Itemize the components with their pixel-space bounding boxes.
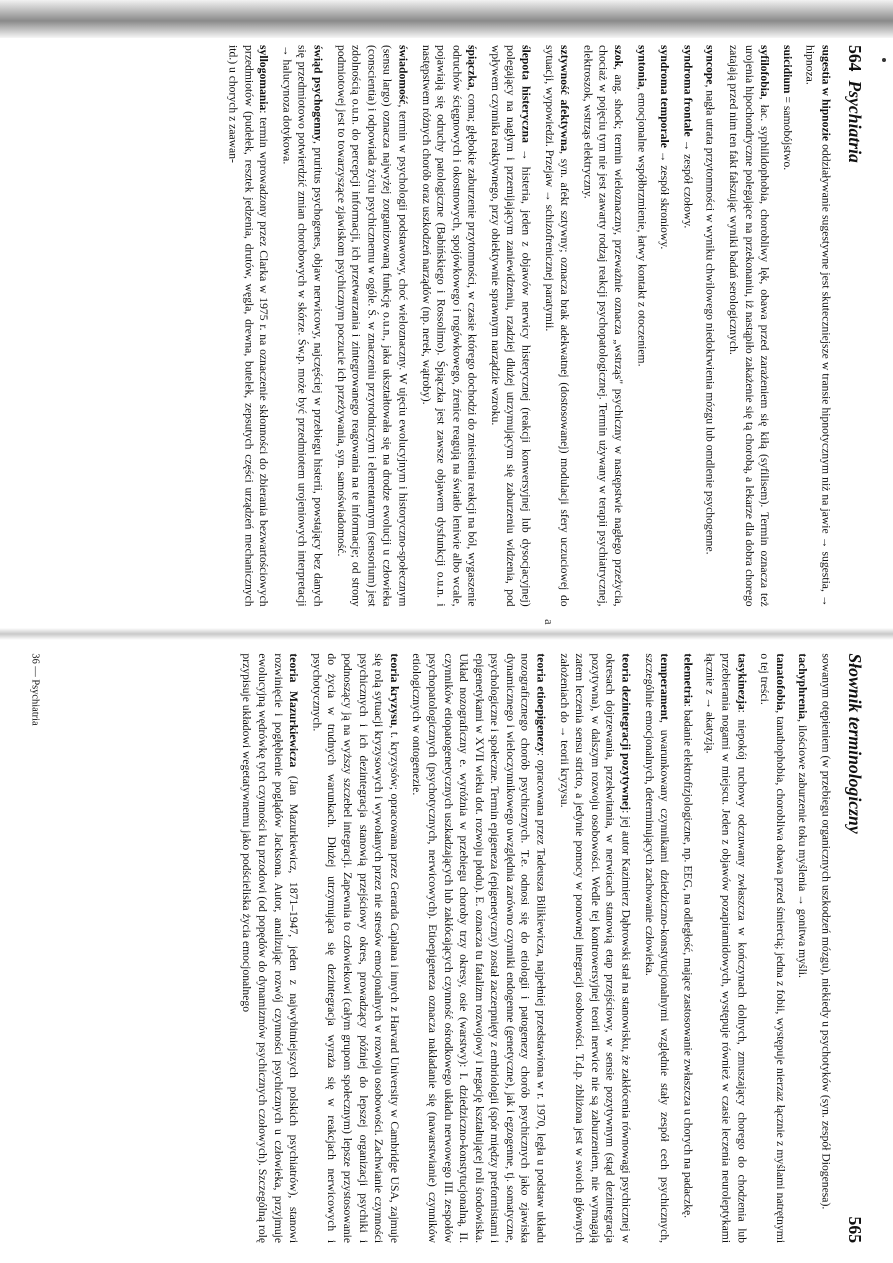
entry-term: świadomość [396, 45, 409, 105]
scan-artifact [882, 58, 886, 62]
entry-term: temperament [657, 653, 671, 720]
entry-term: teoria kryzysu [387, 653, 401, 726]
entry-definition: → histeria, jeden z objawów nerwicy histerycznej (reakcji konwersyjnej lub dysocjacyjnej) polegający na nagłym i przemijającym zaniewidzeniu, rzadziej dłużej utrzymującym się zaburzeniu widzenia, pod wpływem czynnika reaktywnego, przy obiektywnie sprawnym narządzie wzroku. [488, 45, 533, 607]
entry-definition: , termin w psychologii podstawowy, choć wieloznaczny. W ujęciu ewolucyjnym i historyczno-społecznym (sensu largo) oznacza najwyżej zorganizowaną funkcję o.u.n., jaka ukształtowała się na drodze ewolucji u człowieka (conscientia) i odpowiada życiu psychicznemu w ogóle. Ś. w znaczeniu przyrodniczym i elementarnym (sensorium) jest zdolnością o.u.n. do percepcji informacji, ich przetwarzania i zintegrowanego reagowania na te informacje; od strony podmiotowej jest to towarzyszące zjawiskom psychicznym poczucie ich przeżywania, syn. samoświadomość. [334, 45, 409, 607]
entry-term: szok [612, 45, 625, 67]
entries-left [224, 45, 833, 607]
dictionary-entry [487, 45, 534, 607]
entry-definition: : jej autor Kazimierz Dąbrowski stał na stanowisku, że zakłócenia równowagi psychicznej w okresach dojrzewania, przekwitania, w nerwicach stanowią etap przejściowy, w sensie pozytywnym (stąd dezintegracja pozytywna), w dalszym rozwoju osobowości. Wedle tej kontrowersyjnej teorii nerwice nie są zaburzeniem, nie wymagają zatem leczenia sensu stricto, a jedynie pomocy w ponownej integracji osobowości. T.d.p. zbliżona jest w swoich głównych założeniach do → teorii kryzysu. [557, 653, 633, 1244]
entry-definition: → zespół czołowy. [680, 136, 694, 229]
dictionary-entry [308, 653, 401, 1243]
entry-term: ślepota histeryczna [519, 45, 533, 143]
entry-term: tachyphrenia [796, 653, 810, 720]
dictionary-entry [417, 45, 479, 607]
entry-definition: → zespół skroniowy. [657, 147, 671, 250]
dictionary-entry [818, 653, 834, 1243]
entry-definition: oddziaływanie sugestywne jest skuteczniejsze w transie hipnotycznym niż na jawie → sugestia, → hipnoza. [803, 45, 833, 607]
entry-term: syntonia [635, 45, 648, 88]
entry-term: syfilofobia [757, 45, 771, 97]
dictionary-entry [556, 653, 634, 1243]
dictionary-entry [779, 45, 795, 607]
dictionary-entry [656, 45, 672, 607]
entry-definition: : termin wprowadzony przez Clarka w 1975 r. na oznaczenie skłonności do zbierania bezwartościowych przedmiotów (pudełek, resztek jedzenia, drutów, węgla, drewna, butelek, zepsutych części urządzeń mechanicznych itd.) u chorych z zaawan- [226, 45, 270, 607]
dictionary-entry [802, 45, 833, 607]
page-footer: 36 — Psychiatria [29, 653, 42, 726]
entry-definition: : badanie elektrofizjologiczne, np. EEG, na odległość, mające zastosowanie zwłaszcza u chorych na padaczkę. [680, 703, 694, 1219]
entry-definition: , ilościowe zaburzenie toku myślenia → gonitwa myśli. [796, 719, 810, 978]
dictionary-entry [224, 45, 271, 607]
entry-definition: , tanathophobia, chorobliwa obawa przed śmiercią; jedna z fobii, występuje nierzaz łącznie z myślami natrętnymi o tej treści. [757, 653, 787, 1244]
entry-term: sztywność afektywna [558, 45, 571, 152]
entry-term: sugestia w hipnozie [819, 45, 833, 142]
entry-definition: , syn. afekt sztywny; oznacza brak adekwatnej (dostosowanej) modulacji sfery uczuciowej do sytuacji, wypowiedzi. Przejaw → schizofrenicznej paratymii. [542, 45, 571, 607]
entry-term: syncope [703, 45, 717, 85]
entry-definition: : opracowana przez Tadeusza Bilikiewicza, najpełniej przedstawiona w r. 1970, legła u podstaw układu nozograficznego chorób psychicznych. T.e. odnosi się do etiologii i patogenezy chorób psychicznych jako zjawiska dynamicznego i wieloczynnikowego uwzględnia zarówno czynniki endogenne (genetyczne), jak i egzogenne, tj. somatyczne, psychologiczne i społeczne. Termin epigeneza (epigenetyczny) został zaczerpnięty z embriologii (spór między preformistami i epigenetykami w XVII wieku dot. rozwoju płodu). E. oznacza tu fatalizm rozwojowy i negację kształtującej roli środowiska. Układ nozograficzny e. wyróżnia w przebiegu choroby trzy okresy, osie (warstwy): I. dziedziczno-konstytucjonalną, II. czynników etiopatogenetycznych uszkadzających lub zakłócających czynność ośrodkowego układu nerwowego III. zespołów psychopatologicznych (psychotycznych, nerwicowych). Etioepigeneza oznacza nakładanie się (nawarstwianie) czynników etiologicznych w ontogenezie. [410, 653, 548, 1244]
dictionary-entry [679, 45, 695, 607]
entry-definition: , ang. shock; termin wieloznaczny, przeważnie oznacza „wstrząs" psychiczny w następstwie nagłego przeżycia, chociaż w pojęciu tym nie jest zawarty rodzaj reakcji psychopatologicznej. Termin używany w terapii psychiatrycznej, elektroszok, wstrząs elektryczny. [581, 45, 625, 607]
dictionary-entry [409, 653, 549, 1243]
dictionary-entry [239, 653, 301, 1243]
entry-term: teoria etioepigenezy [534, 653, 548, 753]
page-565 [25, 653, 865, 1243]
entry-term: syndroma frontale [680, 45, 694, 137]
dictionary-entry [725, 45, 772, 607]
entry-definition: , pruritus psychogenes, objaw nerwicowy, najczęściej w przebiegu histerii, powstający bez danych się przedmiotowo potwierdzić zmian chorobowych w skórze. Św.p. może być przedmiotem urojeniowych interpretacji → halucynoza dotykowa. [280, 45, 324, 607]
entry-definition: sowanym otępieniem (w przebiegu organicznych uszkodzeń mózgu), niekiedy u psychotyków (syn. zespół Diogenesa). [819, 653, 833, 1210]
entry-term: syndroma temporale [657, 45, 671, 148]
page-number-right: 565 [844, 1216, 865, 1244]
dictionary-entry [641, 653, 672, 1243]
entry-term: teoria dezintegracji pozytywnej [619, 653, 633, 811]
entry-term: suicidium [780, 45, 794, 94]
page-number-left: 564 [844, 45, 865, 72]
entry-definition: , łac. syphilidophobia, chorobliwy lęk, obawa przed zarażeniem się kiłą (syfilisem). Termin oznacza też urojenia hipochondryczne polegające na przekonaniu, iż nastąpiło zakażenie się tą chorobą, a lekarze dla dobra chorego zatajają przed nim ten fakt fałszując wyniki badań serologicznych. [726, 45, 771, 607]
page-title-right: Słownik terminologiczny [844, 653, 865, 834]
scan-edge-top [0, 0, 893, 38]
entry-term: tasykinezja [734, 653, 748, 710]
entry-definition: : niepokój ruchowy odczuwany zwłaszcza w kończynach dolnych, zmuszający chorego do chodzenia lub przebierania nogami w miejscu. Jeden z objawów pozapiramidowych, występuje również w czasie leczenia neuroleptykami łącznie z → akatyzją. [703, 653, 748, 1244]
page-title-left: Psychiatria [844, 80, 865, 163]
entry-term: śpiączka [465, 45, 479, 88]
dictionary-entry [541, 45, 572, 607]
entry-definition: (Jan Mazurkiewicz, 1871–1947, jeden z najwybitniejszych polskich psychiatrów), stanowi rozwinięcie i pogłębienie poglądów Jacksona. Autor, analizując rozwój czynności psychicznych u człowieka, przyjmuje ewolucyjną wędrówkę tych czynności ku przodowi (od popędów do dynamizmów psychicznych czołowych). Szczególną rolę przypisuje układowi wegetatywnemu jako podścieliska życia emocjonalnego [240, 653, 300, 1244]
dictionary-entry [679, 653, 695, 1243]
entry-definition: , t. kryzysów; opracowana przez Gerarda Caplana i innych z Harvard University w Cambridge USA, zajmuje się rolą sytuacji kryzysowych i wywołanych przez nie stresów emocjonalnych w rozwoju osobowości. Zachwianie czynności psychicznych i ich dezintegracja stanowią przejściowy okres, prowadzący później do lepszej organizacji psychiki i podnoszący ją na wyższy szczebel integracji. Zapewnia to człowiekowi (całym grupom społecznym) lepsze przystosowanie do życia w trudnych warunkach. Dłużej utrzymująca się dezintegracja wyraża się w reakcjach nerwicowych i psychotycznych. [309, 653, 401, 1244]
dictionary-entry [756, 653, 787, 1243]
entries-right [239, 653, 833, 1243]
dictionary-entry [795, 653, 811, 1243]
gutter-mark: a [541, 619, 557, 625]
page-header-right [844, 653, 865, 1243]
entry-term: teoria Mazurkiewicza [286, 653, 300, 768]
page-header-left [844, 45, 865, 607]
entry-term: telemetria [680, 653, 694, 704]
entry-term: świąd psychogenny [311, 45, 324, 142]
entry-term: tanatofobia [773, 653, 787, 711]
entry-definition: , uwarunkowany czynnikami dziedziczno-konstytucjonalnymi względnie stały zespół cech psychicznych, szczególnie emocjonalnych, determinujących zachowanie człowieka. [642, 653, 671, 1244]
dictionary-entry [278, 45, 325, 607]
dictionary-entry [579, 45, 626, 607]
entry-definition: , emocjonalne współbrzmienie, łatwy kontakt z otoczeniem. [635, 87, 648, 367]
entry-definition: = samobójstwo. [780, 93, 794, 171]
page-564 [25, 45, 865, 607]
dictionary-entry [702, 45, 718, 607]
dictionary-entry [702, 653, 749, 1243]
entry-term: syllogomania [257, 45, 270, 111]
dictionary-entry [633, 45, 649, 607]
dictionary-entry [332, 45, 410, 607]
book-spread [25, 45, 865, 1245]
spread-content [25, 45, 865, 1243]
entry-definition: , coma; głębokie zaburzenie przytomności, w czasie którego dochodzi do zniesienia reakcji na ból, wygaszenie odruchów ścięgnowych i okostnowych, spojówkowego i rogówkowego, źrenice reagują na światło leniwie albo wcale, pojawiają się odruchy patologiczne (Babińskiego i Rossolimo). Śpiączka jest zawsze objawem dysfunkcji o.u.n. i następstwem różnych chorób oraz uszkodzeń narządów (np. nerek, wątroby). [419, 45, 479, 607]
entry-definition: , nagła utrata przytomności w wyniku chwilowego niedokrwienia mózgu lub omdlenie psychogenne. [703, 84, 717, 555]
